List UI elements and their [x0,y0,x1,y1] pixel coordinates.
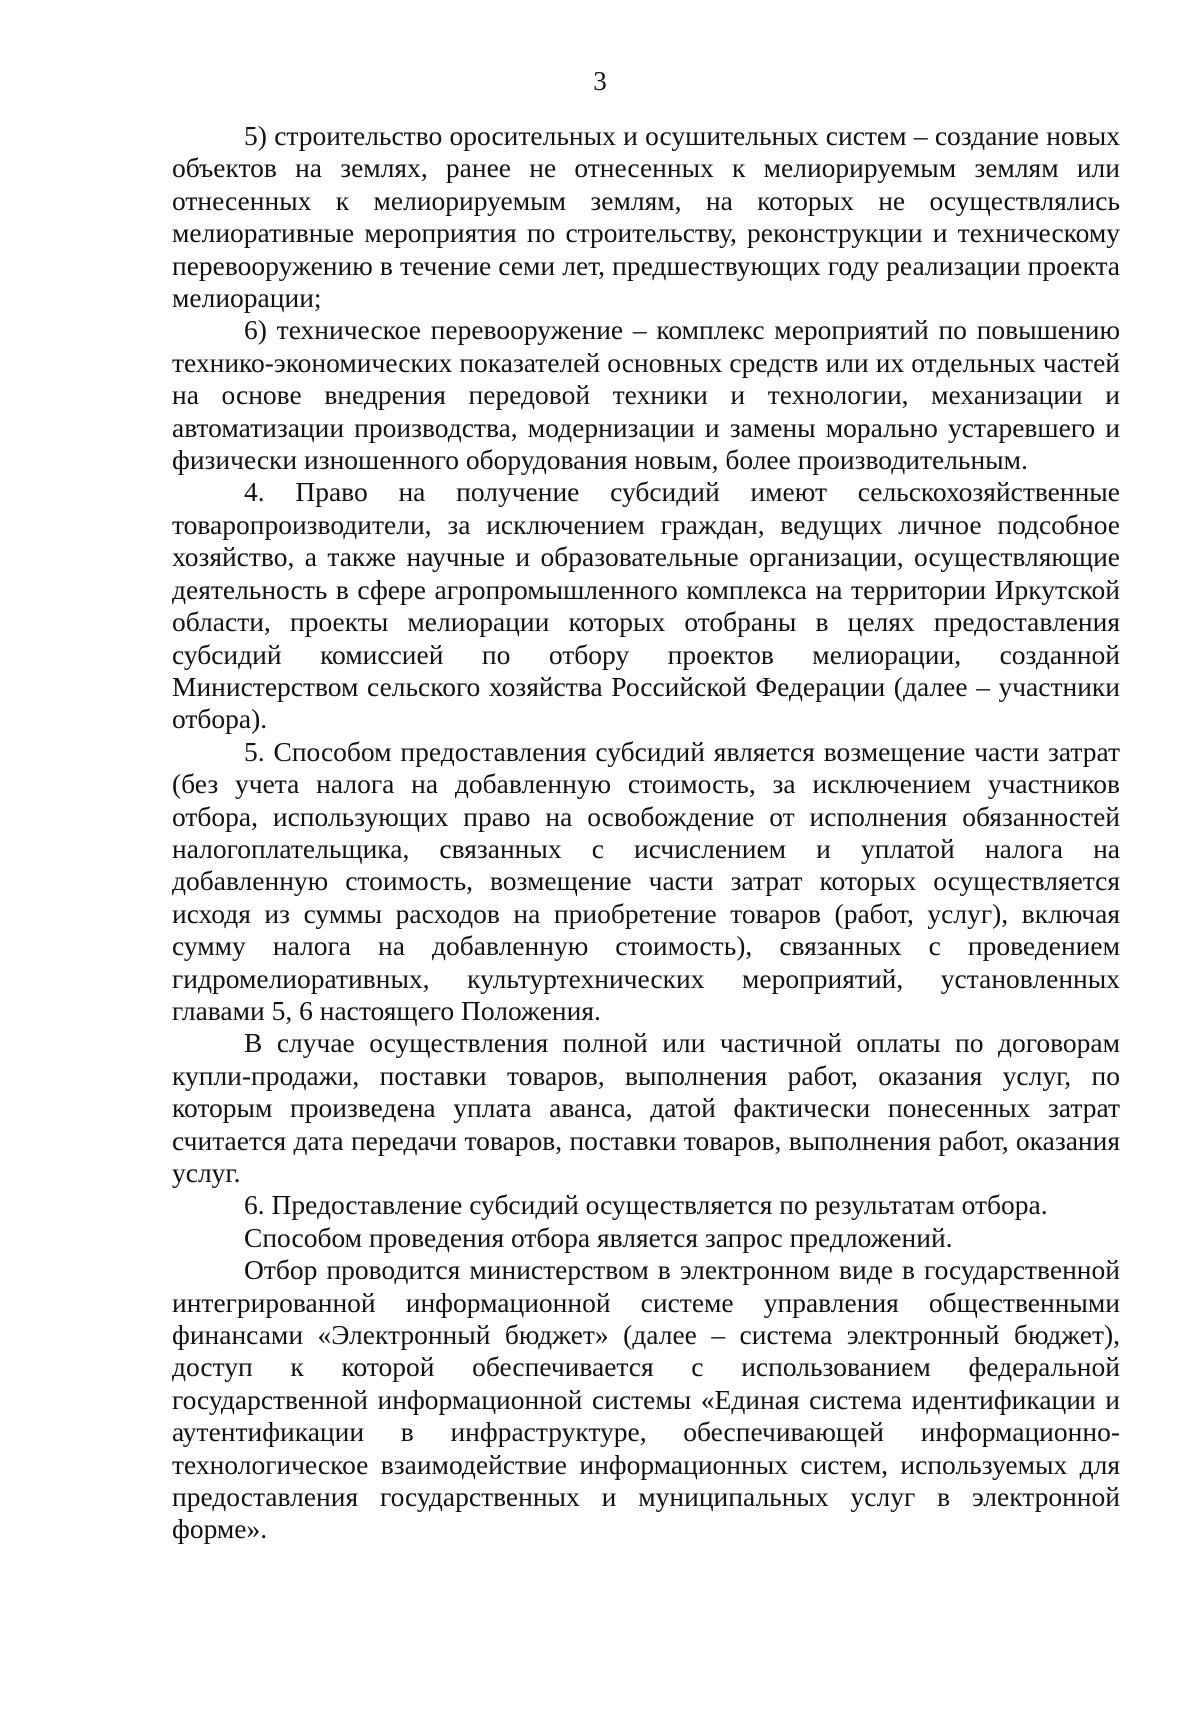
paragraph-clause-4: 4. Право на получение субсидий имеют сельскохозяйственные товаропроизводители, за исключением граждан, ведущих личное подсобное хозяйство, а также научные и образовательные организации, осуществляющие деятельность в сфере агропромышленного комплекса на территории Иркутской области, проекты мелиорации которых отобраны в целях предоставления субсидий комиссией по отбору проектов мелиорации, созданной Министерством сельского хозяйства Российской Федерации (далее – участники отбора). [172,476,1120,735]
paragraph-clause-5: 5. Способом предоставления субсидий является возмещение части затрат (без учета налога на добавленную стоимость, за исключением участников отбора, использующих право на освобождение от исполнения обязанностей налогоплательщика, связанных с исчислением и уплатой налога на добавленную стоимость, возмещение части затрат которых осуществляется исходя из суммы расходов на приобретение товаров (работ, услуг), включая сумму налога на добавленную стоимость), связанных с проведением гидромелиоративных, культуртехнических мероприятий, установленных главами 5, 6 настоящего Положения. [172,735,1120,1026]
paragraph-electronic-budget: Отбор проводится министерством в электронном виде в государственной интегрированной информационной системе управления общественными финансами «Электронный бюджет» (далее – система электронный бюджет), доступ к которой обеспечивается с использованием федеральной государственной информационной системы «Единая система идентификации и аутентификации в инфраструктуре, обеспечивающей информационно-технологическое взаимодействие информационных систем, используемых для предоставления государственных и муниципальных услуг в электронной форме». [172,1254,1120,1545]
paragraph-item-5: 5) строительство оросительных и осушительных систем – создание новых объектов на землях, ранее не отнесенных к мелиорируемым землям или отнесенных к мелиорируемым землям, на которых не осуществлялись мелиоративные мероприятия по строительству, реконструкции и техническому перевооружению в течение семи лет, предшествующих году реализации проекта мелиорации; [172,120,1120,314]
page-number: 3 [593,66,607,96]
document-body [172,120,1120,1546]
paragraph-advance-payment: В случае осуществления полной или частичной оплаты по договорам купли-продажи, поставки товаров, выполнения работ, оказания услуг, по которым произведена уплата аванса, датой фактически понесенных затрат считается дата передачи товаров, поставки товаров, выполнения работ, оказания услуг. [172,1027,1120,1188]
paragraph-item-6: 6) техническое перевооружение – комплекс мероприятий по повышению технико-экономических показателей основных средств или их отдельных частей на основе внедрения передовой техники и технологии, механизации и автоматизации производства, модернизации и замены морально устаревшего и физически изношенного оборудования новым, более производительным. [172,314,1120,476]
paragraph-selection-method: Способом проведения отбора является запрос предложений. [244,1221,953,1253]
paragraph-clause-6: 6. Предоставление субсидий осуществляется по результатам отбора. [244,1189,1048,1221]
